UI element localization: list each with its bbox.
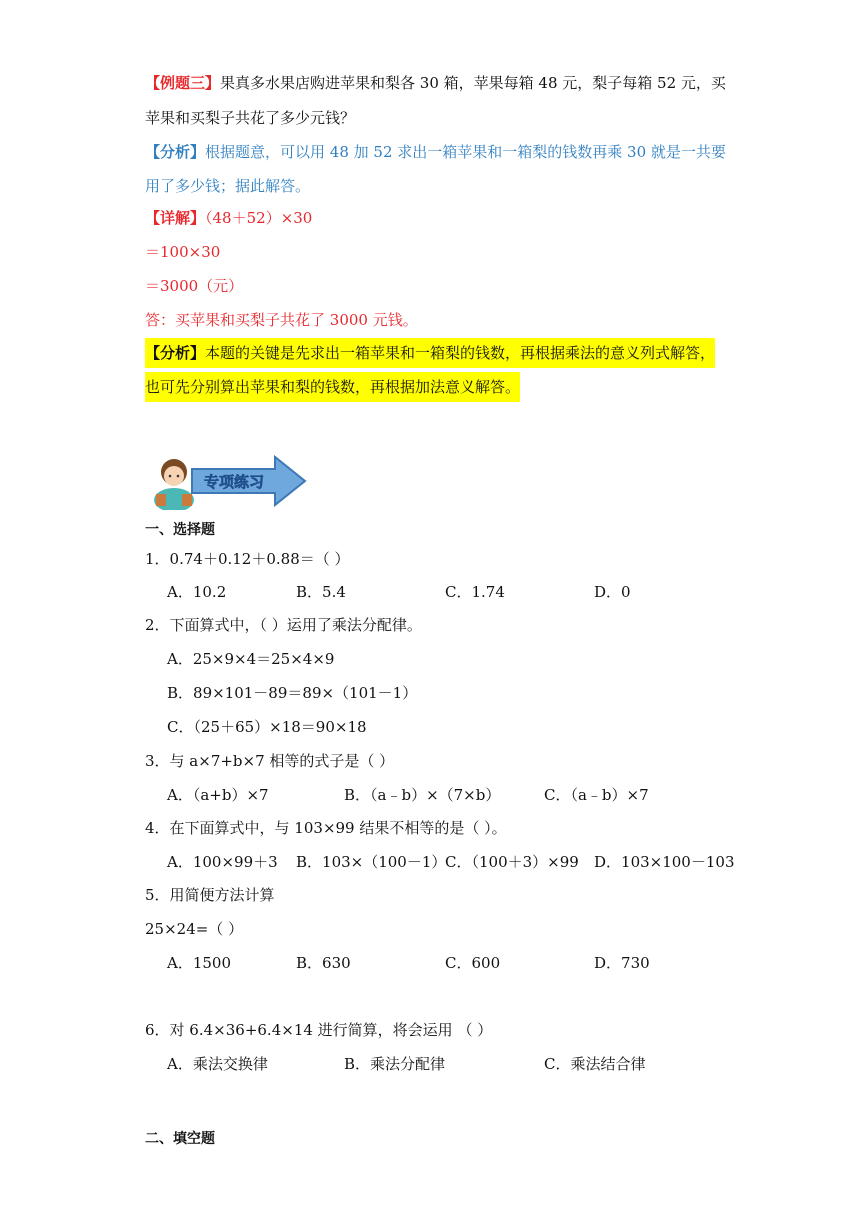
note-tag: 【分析】 (145, 344, 206, 362)
q4-stem: 4．在下面算式中，与 103×99 结果不相等的是（ ）。 (145, 819, 507, 837)
example-question-line2: 苹果和买梨子共花了多少元钱？ (145, 109, 356, 127)
q4-option-c: C．（100＋3）×99 (445, 853, 579, 871)
q1-option-a: A．10.2 (167, 583, 227, 601)
q2-option-a: A．25×9×4＝25×4×9 (167, 650, 335, 668)
example-question-line1: 【例题三】果真多水果店购进苹果和梨各 30 箱，苹果每箱 48 元，梨子每箱 52 元，买 (145, 74, 726, 92)
q6-option-b: B．乘法分配律 (344, 1055, 446, 1073)
q3-option-a: A．（a+b）×7 (167, 786, 269, 804)
example-analysis-line2: 用了多少钱；据此解答。 (145, 177, 311, 195)
q5-subline: 25×24=（ ） (145, 920, 244, 938)
q1-option-c: C．1.74 (445, 583, 505, 601)
q3-option-c: C．（a﹣b）×7 (544, 786, 649, 804)
q1-option-d: D．0 (594, 583, 631, 601)
q4-option-b: B．103×（100－1） (296, 853, 447, 871)
example-tag: 【例题三】 (145, 74, 221, 92)
q2-option-c: C．（25＋65）×18＝90×18 (167, 718, 367, 736)
example-detail-line2: ＝100×30 (145, 243, 221, 261)
example-analysis-line1: 【分析】根据题意，可以用 48 加 52 求出一箱苹果和一箱梨的钱数再乘 30 就是一共要 (145, 143, 726, 161)
q1-stem: 1．0.74＋0.12＋0.88＝（ ） (145, 550, 350, 568)
q5-option-b: B．630 (296, 954, 351, 972)
section-fill-title: 二、填空题 (145, 1131, 215, 1147)
example-note-line1: 【分析】本题的关键是先求出一箱苹果和一箱梨的钱数，再根据乘法的意义列式解答， (145, 343, 715, 363)
q4-option-a: A．100×99＋3 (167, 853, 278, 871)
example-answer: 答：买苹果和买梨子共花了 3000 元钱。 (145, 311, 418, 329)
example-detail-line3: ＝3000（元） (145, 277, 244, 295)
badge-label: 专项练习 (203, 473, 265, 491)
q6-stem: 6．对 6.4×36+6.4×14 进行简算，将会运用 （ ） (145, 1021, 493, 1039)
q2-option-b: B．89×101－89＝89×（101－1） (167, 684, 418, 702)
section-choice-title: 一、选择题 (145, 522, 215, 538)
q6-option-c: C．乘法结合律 (544, 1055, 646, 1073)
teacher-illustration-icon (150, 452, 310, 510)
q3-option-b: B．（a﹣b）×（7×b） (344, 786, 501, 804)
q5-option-d: D．730 (594, 954, 650, 972)
q5-option-a: A．1500 (167, 954, 232, 972)
q5-option-c: C．600 (445, 954, 501, 972)
q5-stem: 5．用简便方法计算 (145, 886, 275, 904)
q6-option-a: A．乘法交换律 (167, 1055, 268, 1073)
q2-stem: 2．下面算式中，（ ）运用了乘法分配律。 (145, 616, 422, 634)
example-detail-line1: 【详解】（48＋52）×30 (145, 209, 313, 227)
example-note-line2: 也可先分别算出苹果和梨的钱数，再根据加法意义解答。 (145, 377, 520, 397)
detail-tag: 【详解】 (145, 209, 206, 227)
q3-stem: 3．与 a×7+b×7 相等的式子是（ ） (145, 752, 395, 770)
analysis-tag: 【分析】 (145, 143, 206, 161)
q4-option-d: D．103×100－103 (594, 853, 735, 871)
practice-badge (150, 452, 310, 510)
q1-option-b: B．5.4 (296, 583, 346, 601)
